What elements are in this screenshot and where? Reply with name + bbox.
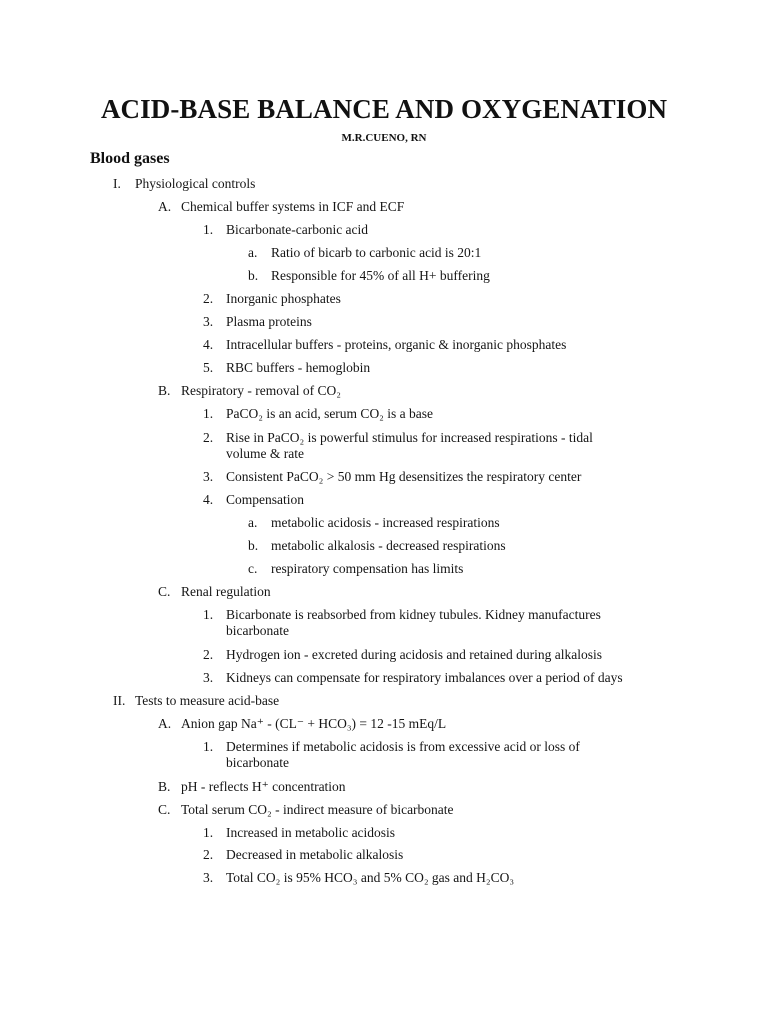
outline-item — [248, 561, 463, 577]
outline-marker: 2. — [203, 847, 214, 862]
outline-marker: a. — [248, 245, 258, 260]
outline-item — [158, 584, 271, 600]
outline-text: PaCO₂ is an acid, serum CO₂ is a base — [226, 406, 434, 421]
outline-text: RBC buffers - hemoglobin — [226, 360, 371, 375]
outline-text: Responsible for 45% of all H+ buffering — [271, 268, 490, 283]
outline-item — [203, 469, 581, 485]
outline-text: Bicarbonate is reabsorbed from kidney tubules. Kidney manufactures — [226, 607, 601, 622]
outline-text: Tests to measure acid-base — [135, 693, 280, 708]
outline-text: Physiological controls — [135, 176, 256, 191]
outline-item — [158, 716, 446, 732]
outline-marker: 1. — [203, 825, 214, 840]
outline-item — [203, 360, 370, 376]
outline-marker: C. — [158, 802, 171, 817]
outline-marker: b. — [248, 268, 259, 283]
outline-text: Consistent PaCO₂ > 50 mm Hg desensitizes the respiratory center — [226, 469, 582, 484]
outline-item — [158, 199, 404, 215]
outline-text: Plasma proteins — [226, 314, 312, 329]
outline-marker: 5. — [203, 360, 214, 375]
outline-marker: 4. — [203, 492, 214, 507]
outline-marker: 3. — [203, 314, 214, 329]
outline-marker: 1. — [203, 406, 214, 421]
outline-text: Hydrogen ion - excreted during acidosis and retained during alkalosis — [226, 647, 603, 662]
outline-item — [203, 647, 602, 663]
outline-marker: 2. — [203, 430, 214, 445]
outline-text: metabolic acidosis - increased respirations — [271, 515, 500, 530]
outline-text: Kidneys can compensate for respiratory imbalances over a period of days — [226, 670, 623, 685]
outline-text: Anion gap Na⁺ - (CL⁻ + HCO₃) = 12 -15 mEq/L — [181, 716, 447, 731]
outline-text: Chemical buffer systems in ICF and ECF — [181, 199, 405, 214]
outline-item — [203, 670, 623, 686]
outline-marker: I. — [113, 176, 121, 191]
outline-marker: 3. — [203, 469, 214, 484]
outline-item — [203, 607, 601, 623]
outline-text: metabolic alkalosis - decreased respirations — [271, 538, 506, 553]
outline-marker: 1. — [203, 222, 214, 237]
outline-marker: 3. — [203, 870, 214, 885]
outline-text: Respiratory - removal of CO₂ — [181, 383, 341, 398]
outline-text: Rise in PaCO₂ is powerful stimulus for increased respirations - tidal — [226, 430, 593, 445]
outline-marker: 1. — [203, 739, 214, 754]
outline-marker: 2. — [203, 291, 214, 306]
outline-item — [203, 314, 312, 330]
document-title: ACID-BASE BALANCE AND OXYGENATION — [100, 94, 668, 124]
outline-text: Increased in metabolic acidosis — [226, 825, 396, 840]
outline-marker: 1. — [203, 607, 214, 622]
outline-item — [158, 779, 346, 795]
outline-text: respiratory compensation has limits — [271, 561, 464, 576]
outline-item — [203, 739, 580, 755]
outline-item — [113, 693, 279, 709]
document-author: M.R.CUENO, RN — [341, 132, 427, 144]
outline-item — [203, 825, 395, 841]
outline-item — [203, 337, 566, 353]
outline-text: Total serum CO₂ - indirect measure of bicarbonate — [181, 802, 454, 817]
outline-continuation: bicarbonate — [226, 623, 289, 638]
outline-item — [158, 802, 454, 818]
outline-item — [203, 291, 341, 307]
outline-text: Ratio of bicarb to carbonic acid is 20:1 — [271, 245, 482, 260]
outline-item — [203, 430, 593, 446]
outline-text: Inorganic phosphates — [226, 291, 341, 306]
outline-item — [203, 406, 433, 422]
outline-text: Total CO₂ is 95% HCO₃ and 5% CO₂ gas and H₂CO₃ — [226, 870, 515, 885]
outline-item — [203, 847, 403, 863]
outline-text: Decreased in metabolic alkalosis — [226, 847, 404, 862]
outline-marker: b. — [248, 538, 259, 553]
outline-text: Renal regulation — [181, 584, 271, 599]
outline-item — [248, 515, 500, 531]
outline-marker: a. — [248, 515, 258, 530]
outline-item — [203, 492, 304, 508]
outline-marker: A. — [158, 199, 172, 214]
outline-marker: c. — [248, 561, 258, 576]
outline-text: pH - reflects H⁺ concentration — [181, 779, 346, 794]
outline-continuation: bicarbonate — [226, 755, 289, 770]
outline-marker: 3. — [203, 670, 214, 685]
outline-text: Bicarbonate-carbonic acid — [226, 222, 369, 237]
outline-marker: II. — [113, 693, 126, 708]
outline-item — [113, 176, 255, 192]
outline-item — [248, 538, 506, 554]
outline-item — [203, 870, 514, 886]
outline-marker: 2. — [203, 647, 214, 662]
outline-marker: 4. — [203, 337, 214, 352]
outline-text: Intracellular buffers - proteins, organic & inorganic phosphates — [226, 337, 567, 352]
outline-item — [248, 268, 490, 284]
outline-item — [203, 222, 368, 238]
outline-continuation: volume & rate — [226, 446, 304, 461]
outline-text: Determines if metabolic acidosis is from excessive acid or loss of — [226, 739, 580, 754]
outline-marker: A. — [158, 716, 172, 731]
outline-marker: C. — [158, 584, 171, 599]
section-heading: Blood gases — [90, 150, 170, 167]
outline-item — [248, 245, 481, 261]
outline-marker: B. — [158, 383, 171, 398]
outline-item — [158, 383, 341, 399]
outline-text: Compensation — [226, 492, 304, 507]
outline-marker: B. — [158, 779, 171, 794]
